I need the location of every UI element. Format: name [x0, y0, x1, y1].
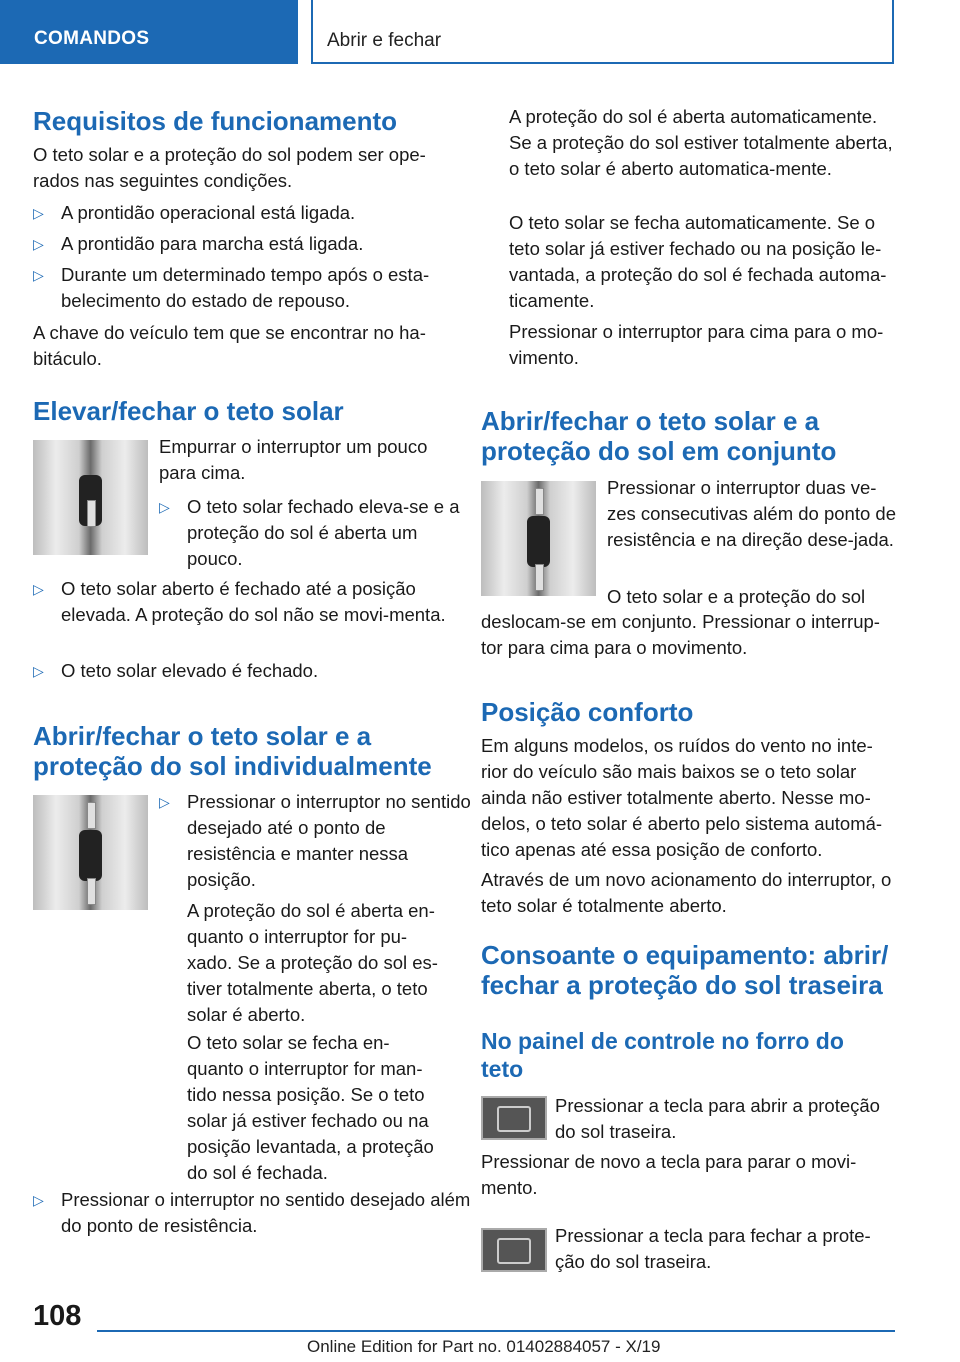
- paragraph: O teto solar e a proteção do sol podem ser ope-rados nas seguintes condições.: [33, 144, 426, 191]
- subheading-painel: No painel de controle no forro do teto: [481, 1028, 844, 1082]
- list-item: ▷ Durante um determinado tempo após o esta-belecimento do estado de repouso.: [33, 264, 430, 311]
- paragraph: Pressionar a tecla para abrir a proteção do sol traseira.: [555, 1095, 880, 1142]
- header-section-tab: [0, 0, 298, 64]
- page-number: 108: [33, 1300, 82, 1332]
- bullet-triangle-icon: ▷: [33, 267, 44, 283]
- switch-image: [33, 440, 148, 555]
- header-title-box: [311, 0, 894, 64]
- bullet-triangle-icon: ▷: [159, 794, 170, 810]
- switch-image: [481, 481, 596, 596]
- paragraph: deslocam-se em conjunto. Pressionar o interrup-tor para cima para o movimento.: [481, 611, 880, 658]
- list-item: ▷ A prontidão para marcha está ligada.: [33, 231, 476, 257]
- bullet-triangle-icon: ▷: [33, 581, 44, 597]
- paragraph: Empurrar o interruptor um pouco para cima.: [159, 436, 428, 483]
- bullet-triangle-icon: ▷: [33, 236, 44, 252]
- paragraph: A proteção do sol é aberta en-quanto o interruptor for pu-xado. Se a proteção do sol es-tiver totalmente aberta, o teto solar é aberto.: [187, 900, 438, 1025]
- bullet-triangle-icon: ▷: [33, 1192, 44, 1208]
- list-item: ▷ O teto solar elevado é fechado.: [33, 658, 476, 684]
- paragraph: Pressionar de novo a tecla para parar o movi-mento.: [481, 1151, 857, 1198]
- header-title: Abrir e fechar: [327, 30, 442, 51]
- bullet-triangle-icon: ▷: [159, 499, 170, 515]
- heading-requisitos: Requisitos de funcionamento: [33, 106, 398, 136]
- paragraph: O teto solar e a proteção do sol: [607, 586, 866, 607]
- footer-divider: [97, 1330, 895, 1332]
- list-item: ▷ A prontidão operacional está ligada.: [33, 200, 476, 226]
- paragraph: O teto solar se fecha automaticamente. Se o teto solar já estiver fechado ou na posição le-vantada, a proteção do sol é fechada automa-ticamente.: [509, 212, 887, 311]
- footer-edition: Online Edition for Part no. 01402884057 - X/19: [307, 1337, 661, 1356]
- paragraph: Em alguns modelos, os ruídos do vento no inte-rior do veículo são mais baixos se o teto solar ainda não estiver totalmente aberto. Nesse mo-delos, o teto solar é aberto pelo sistema automá-tico apenas até essa posição de conforto.: [481, 735, 883, 860]
- switch-image: [33, 795, 148, 910]
- heading-posicao-conforto: Posição conforto: [481, 697, 694, 727]
- header-section-label: COMANDOS: [34, 28, 150, 49]
- heading-individualmente: Abrir/fechar o teto solar e a proteção do sol individualmente: [33, 721, 432, 781]
- list-item: ▷ Pressionar o interruptor no sentido desejado além do ponto de resistência.: [33, 1189, 471, 1236]
- list-item: ▷ O teto solar aberto é fechado até a posição elevada. A proteção do sol não se movi-menta.: [33, 578, 446, 625]
- paragraph: Pressionar o interruptor duas ve-zes consecutivas além do ponto de resistência e na direção dese-jada.: [607, 477, 896, 550]
- list-item: ▷ Pressionar o interruptor no sentido desejado até o ponto de resistência e manter nessa posição.: [159, 791, 471, 890]
- paragraph: O teto solar se fecha en-quanto o interruptor for man-tido nessa posição. Se o teto solar já estiver fechado ou na posição levantada, a proteção do sol é fechada.: [187, 1032, 434, 1183]
- paragraph: Pressionar o interruptor para cima para o mo-vimento.: [509, 321, 884, 368]
- paragraph: A chave do veículo tem que se encontrar no ha-bitáculo.: [33, 322, 426, 369]
- paragraph: Através de um novo acionamento do interruptor, o teto solar é totalmente aberto.: [481, 869, 892, 916]
- sunshade-close-button-image: [481, 1228, 547, 1272]
- heading-protecao-traseira: Consoante o equipamento: abrir/ fechar a proteção do sol traseira: [481, 940, 889, 1000]
- sunshade-open-button-image: [481, 1096, 547, 1140]
- heading-em-conjunto: Abrir/fechar o teto solar e a proteção do sol em conjunto: [481, 406, 837, 466]
- paragraph: A proteção do sol é aberta automaticamente. Se a proteção do sol estiver totalmente aberta, o teto solar é aberto automatica-mente.: [509, 106, 893, 179]
- bullet-triangle-icon: ▷: [33, 205, 44, 221]
- heading-elevar-fechar: Elevar/fechar o teto solar: [33, 396, 344, 426]
- paragraph: Pressionar a tecla para fechar a prote-ção do sol traseira.: [555, 1225, 871, 1272]
- list-item: ▷ O teto solar fechado eleva-se e a proteção do sol é aberta um pouco.: [159, 496, 460, 569]
- bullet-triangle-icon: ▷: [33, 663, 44, 679]
